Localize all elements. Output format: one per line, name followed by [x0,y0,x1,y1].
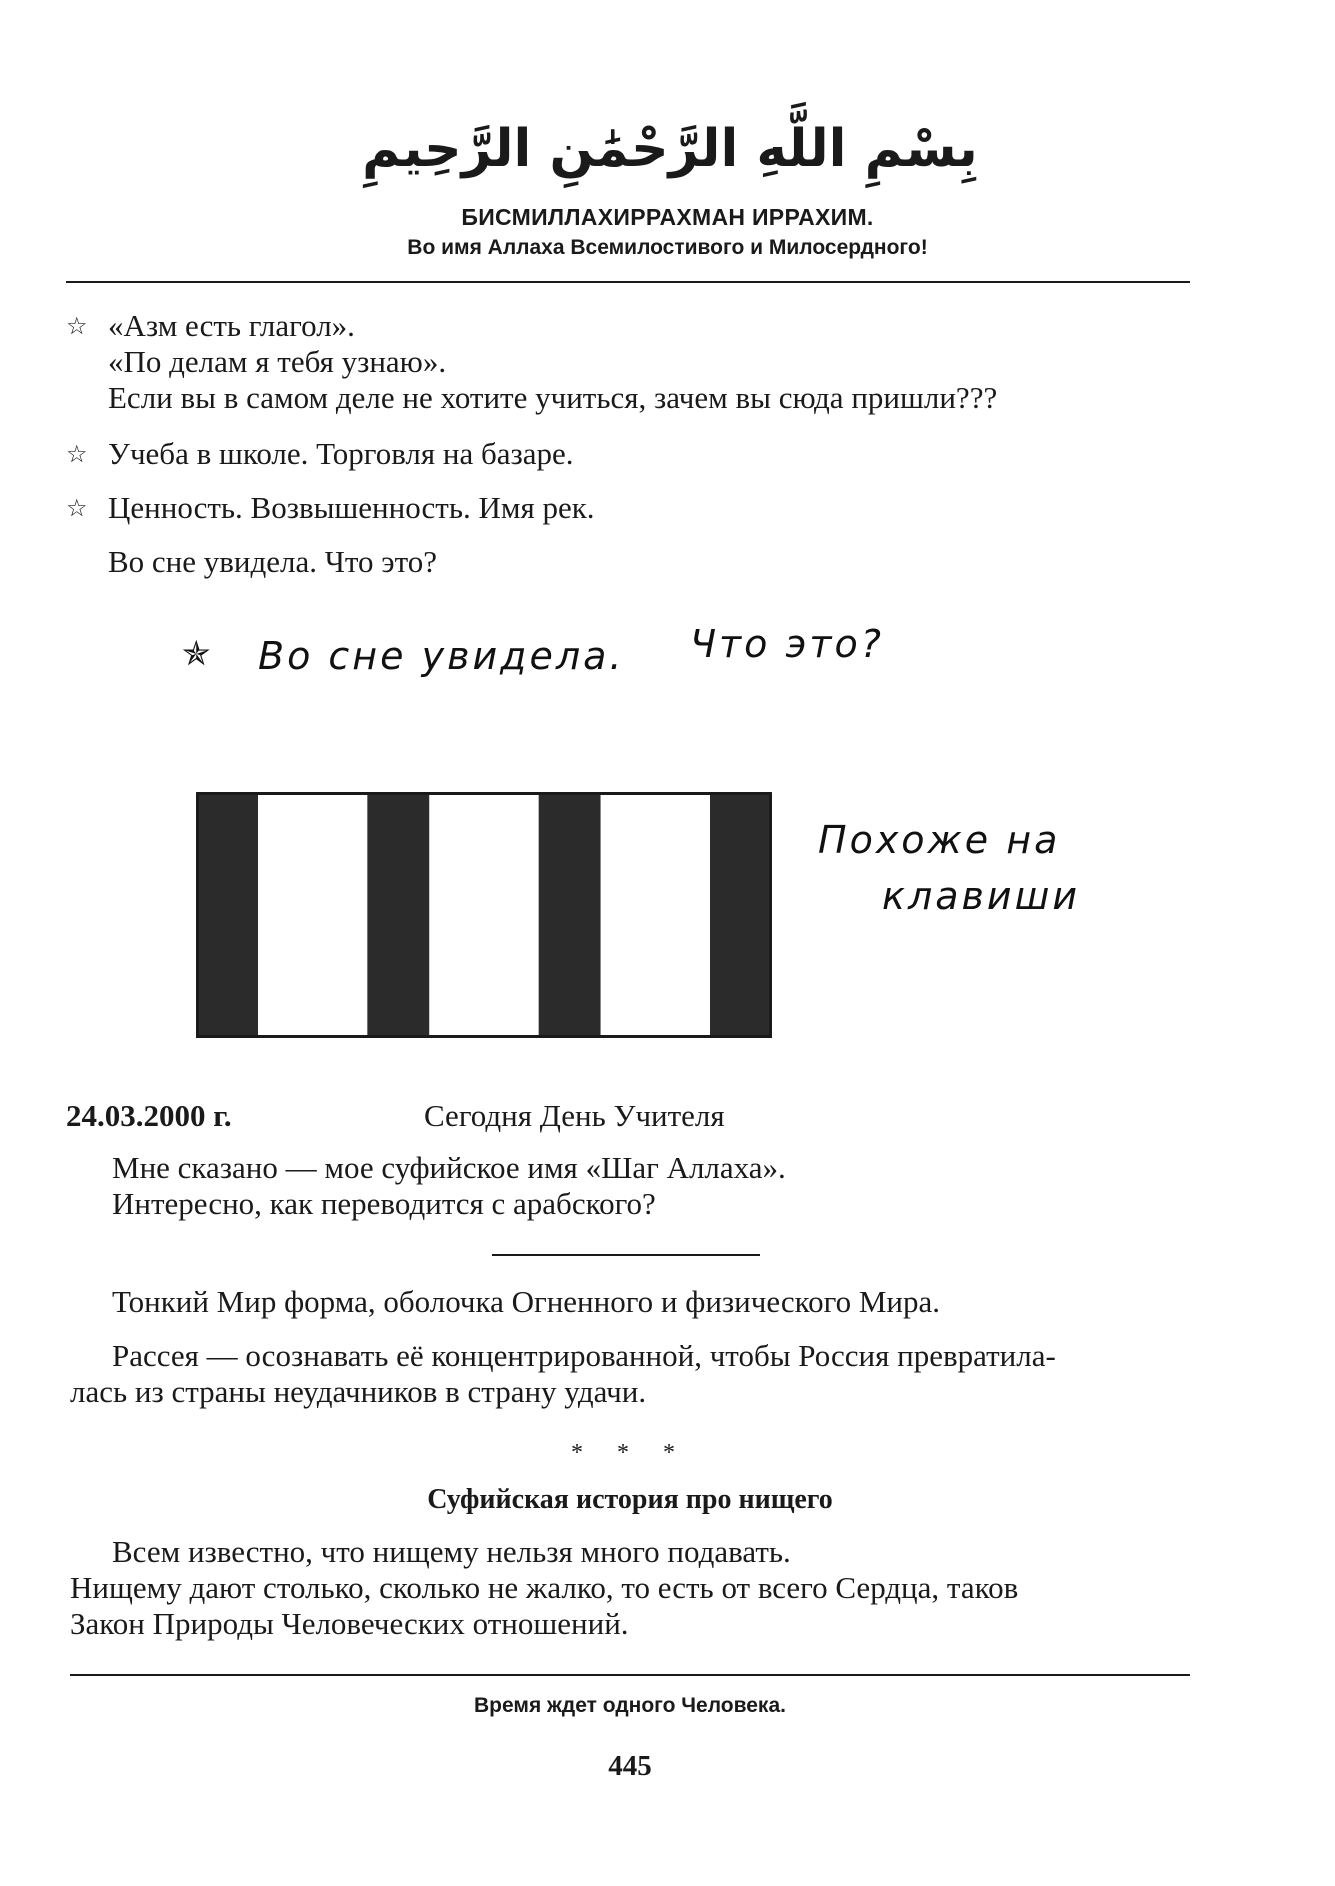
striped-drawing [196,792,772,1038]
story-line: Закон Природы Человеческих отношений. [70,1606,629,1641]
paragraph-line: Рассея — осознавать её концентрированной, чтобы Россия превратила- [112,1338,1056,1373]
bismillah-calligraphy-logo [362,88,978,198]
dark-stripe [367,792,429,1038]
story-line: Всем известно, что нищему нельзя много подавать. [112,1534,791,1569]
entry-heading: Сегодня День Учителя [424,1098,725,1133]
star-bullet-icon: ☆ [66,312,88,340]
entry-line: Если вы в самом деле не хотите учиться, зачем вы сюда пришли??? [108,380,998,415]
header-rule [66,281,1190,283]
light-stripe [429,792,538,1038]
header-title: БИСМИЛЛАХИРРАХМАН ИРРАХИМ. [461,204,874,230]
story-line: Нищему дают столько, сколько не жалко, то есть от всего Сердца, таков [70,1570,1019,1605]
entry-line: Мне сказано — мое суфийское имя «Шаг Аллаха». [112,1150,786,1185]
light-stripe [601,792,710,1038]
dark-stripe [710,792,772,1038]
paragraph-line: Тонкий Мир форма, оболочка Огненного и физического Мира. [112,1284,940,1319]
paragraph-line: лась из страны неудачников в страну удачи. [70,1374,647,1409]
footer-text: Время ждет одного Человека. [474,1694,786,1717]
short-divider [492,1254,760,1256]
entry-line: «По делам я тебя узнаю». [108,344,447,379]
dark-stripe [196,792,258,1038]
page-number: 445 [608,1750,652,1782]
dream-line: Во сне увидела. Что это? [108,544,438,579]
handwritten-star-icon: ✯ [182,634,211,674]
star-bullet-icon: ☆ [66,494,88,522]
dark-stripe [539,792,601,1038]
entry-date: 24.03.2000 г. [66,1098,232,1133]
light-stripe [258,792,367,1038]
entry-line: Учеба в школе. Торговля на базаре. [108,436,574,471]
svg-text:بِسْمِ اللَّهِ الرَّحْمَٰنِ ال: بِسْمِ اللَّهِ الرَّحْمَٰنِ الرَّحِيمِ [362,119,978,179]
story-title: Суфийская история про нищего [427,1484,833,1515]
handwritten-line: Во сне увидела. [258,634,625,678]
footer-rule [70,1674,1190,1676]
handwritten-note-line1: Похоже на [818,818,1061,862]
header-subtitle: Во имя Аллаха Всемилостивого и Милосердного! [407,236,928,259]
handwritten-note-line2: клавиши [882,874,1081,918]
entry-line: «Азм есть глагол». [108,308,355,343]
section-separator: * * * [571,1440,689,1466]
star-bullet-icon: ☆ [66,440,88,468]
handwritten-question: Что это? [690,622,884,666]
entry-line: Интересно, как переводится с арабского? [112,1186,656,1221]
entry-line: Ценность. Возвышенность. Имя рек. [108,490,595,525]
